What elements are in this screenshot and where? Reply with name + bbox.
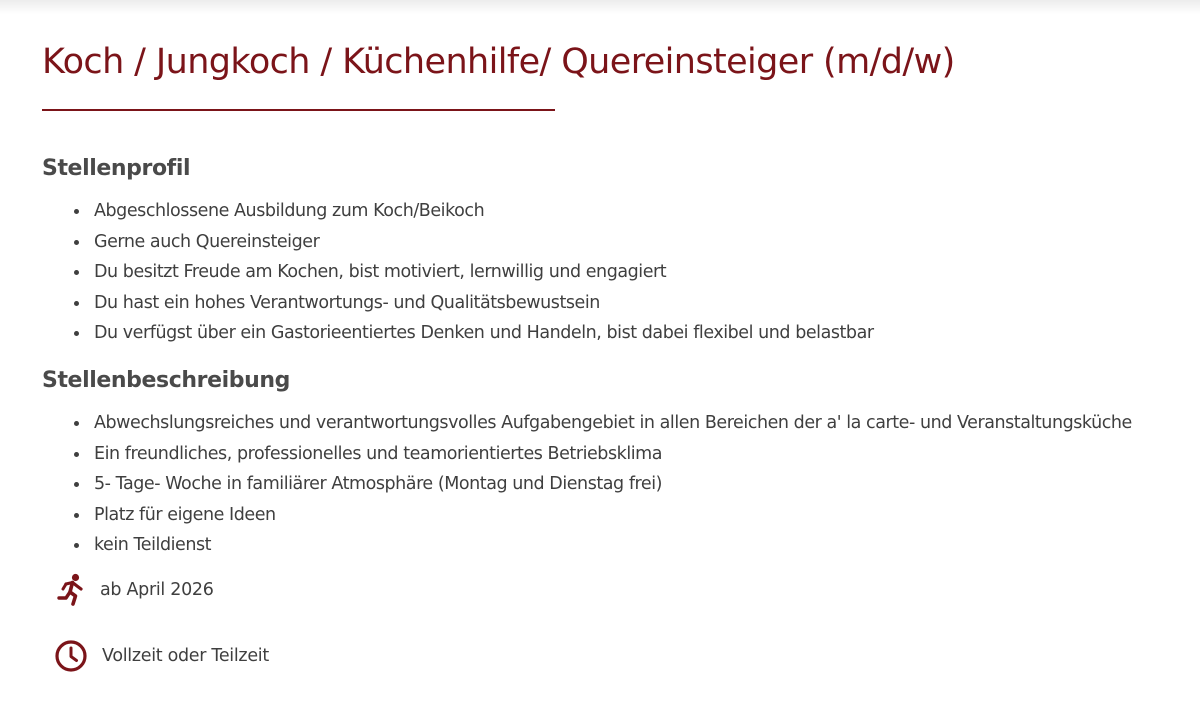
list-item: Abgeschlossene Ausbildung zum Koch/Beikoch [42, 196, 1192, 227]
running-person-icon [54, 573, 88, 607]
list-item: Abwechslungsreiches und verantwortungsvolles Aufgabengebiet in allen Bereichen der a' la carte- und Veranstaltungsküche [42, 408, 1192, 439]
title-underline [42, 109, 555, 111]
section-heading-stellenprofil: Stellenprofil [42, 156, 191, 181]
list-item: Platz für eigene Ideen [42, 500, 1192, 531]
list-item: Du besitzt Freude am Kochen, bist motiviert, lernwillig und engagiert [42, 257, 1192, 288]
section-heading-stellenbeschreibung: Stellenbeschreibung [42, 368, 290, 393]
list-item: Gerne auch Quereinsteiger [42, 227, 1192, 258]
working-hours-row [54, 639, 269, 673]
list-item: Du verfügst über ein Gastorieentiertes Denken und Handeln, bist dabei flexibel und belastbar [42, 318, 1192, 349]
top-shadow [0, 0, 1200, 14]
job-title: Koch / Jungkoch / Küchenhilfe/ Quereinsteiger (m/d/w) [42, 42, 955, 82]
clock-icon [54, 639, 88, 673]
working-hours-text: Vollzeit oder Teilzeit [102, 646, 269, 666]
list-item: Ein freundliches, professionelles und teamorientiertes Betriebsklima [42, 439, 1192, 470]
start-date-row [54, 573, 214, 607]
start-date-text: ab April 2026 [100, 580, 214, 600]
stellenbeschreibung-list [42, 408, 1192, 561]
list-item: Du hast ein hohes Verantwortungs- und Qualitätsbewustsein [42, 288, 1192, 319]
list-item: kein Teildienst [42, 530, 1192, 561]
stellenprofil-list [42, 196, 1192, 349]
list-item: 5- Tage- Woche in familiärer Atmosphäre (Montag und Dienstag frei) [42, 469, 1192, 500]
